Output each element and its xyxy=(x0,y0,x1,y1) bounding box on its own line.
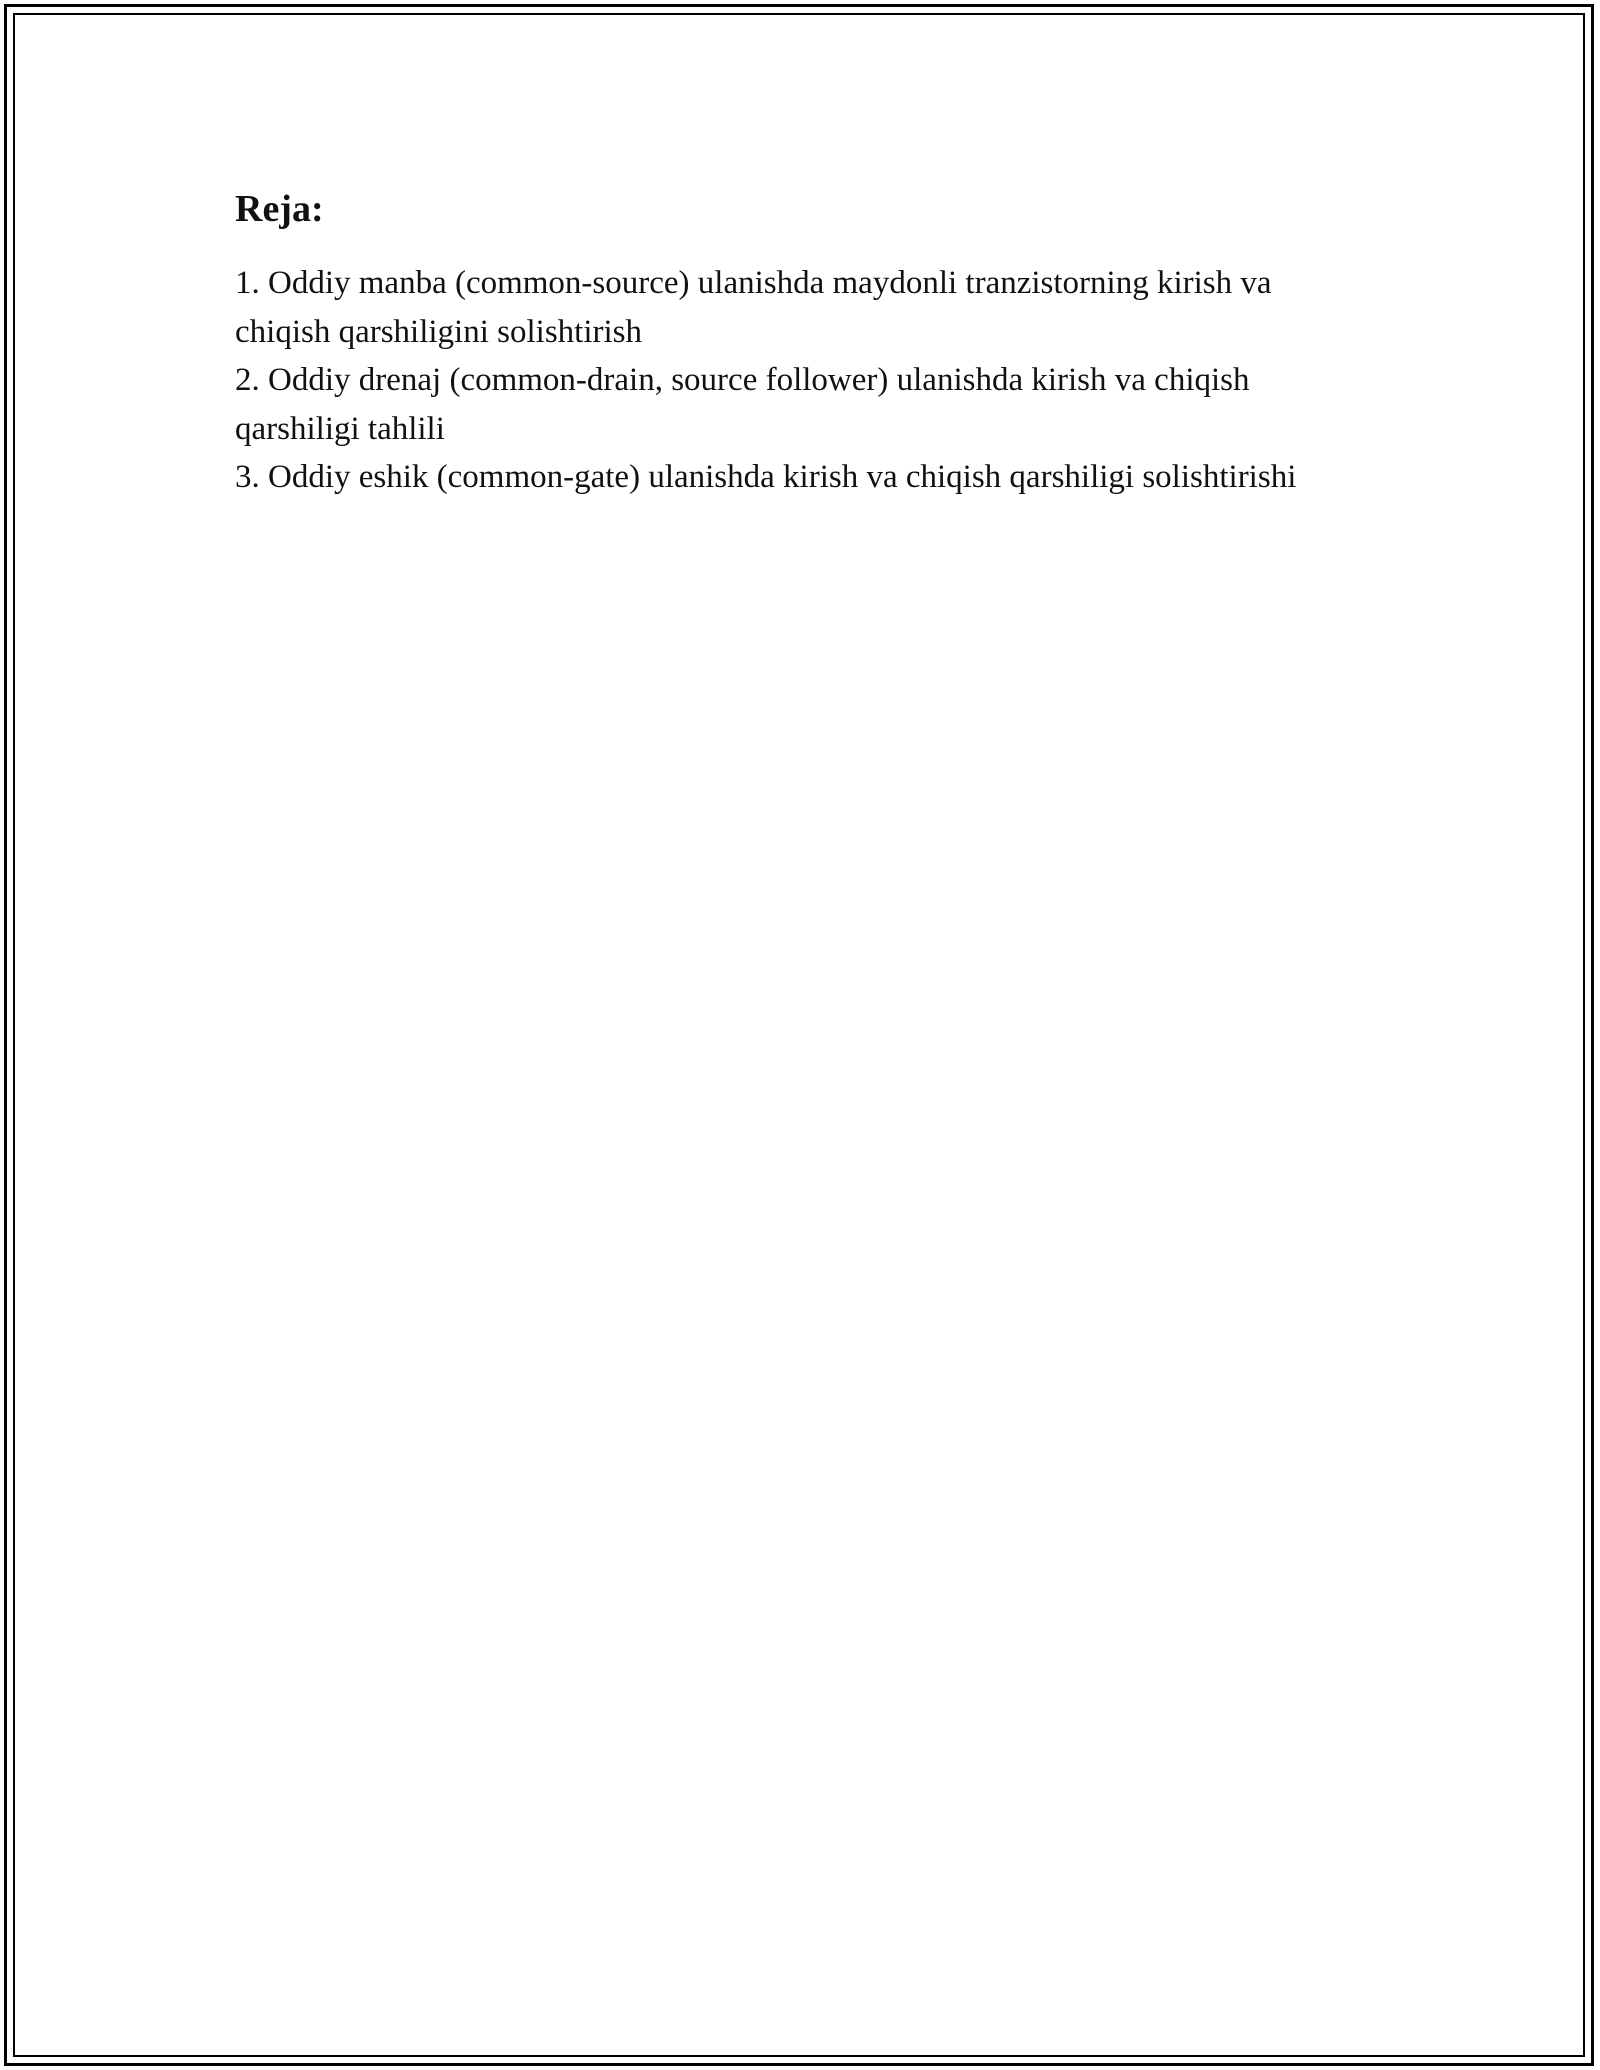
document-body xyxy=(235,185,1375,502)
plan-item-3: 3. Oddiy eshik (common-gate) ulanishda kirish va chiqish qarshiligi solishtirishi xyxy=(235,459,1297,495)
plan-item-2: 2. Oddiy drenaj (common-drain, source follower) ulanishda kirish va chiqish qarshiligi tahlili xyxy=(235,362,1250,447)
plan-item-1: 1. Oddiy manba (common-source) ulanishda maydonli tranzistorning kirish va chiqish qarshiligini solishtirish xyxy=(235,265,1272,350)
plan-heading: Reja: xyxy=(235,188,324,230)
plan-list xyxy=(235,259,1375,502)
